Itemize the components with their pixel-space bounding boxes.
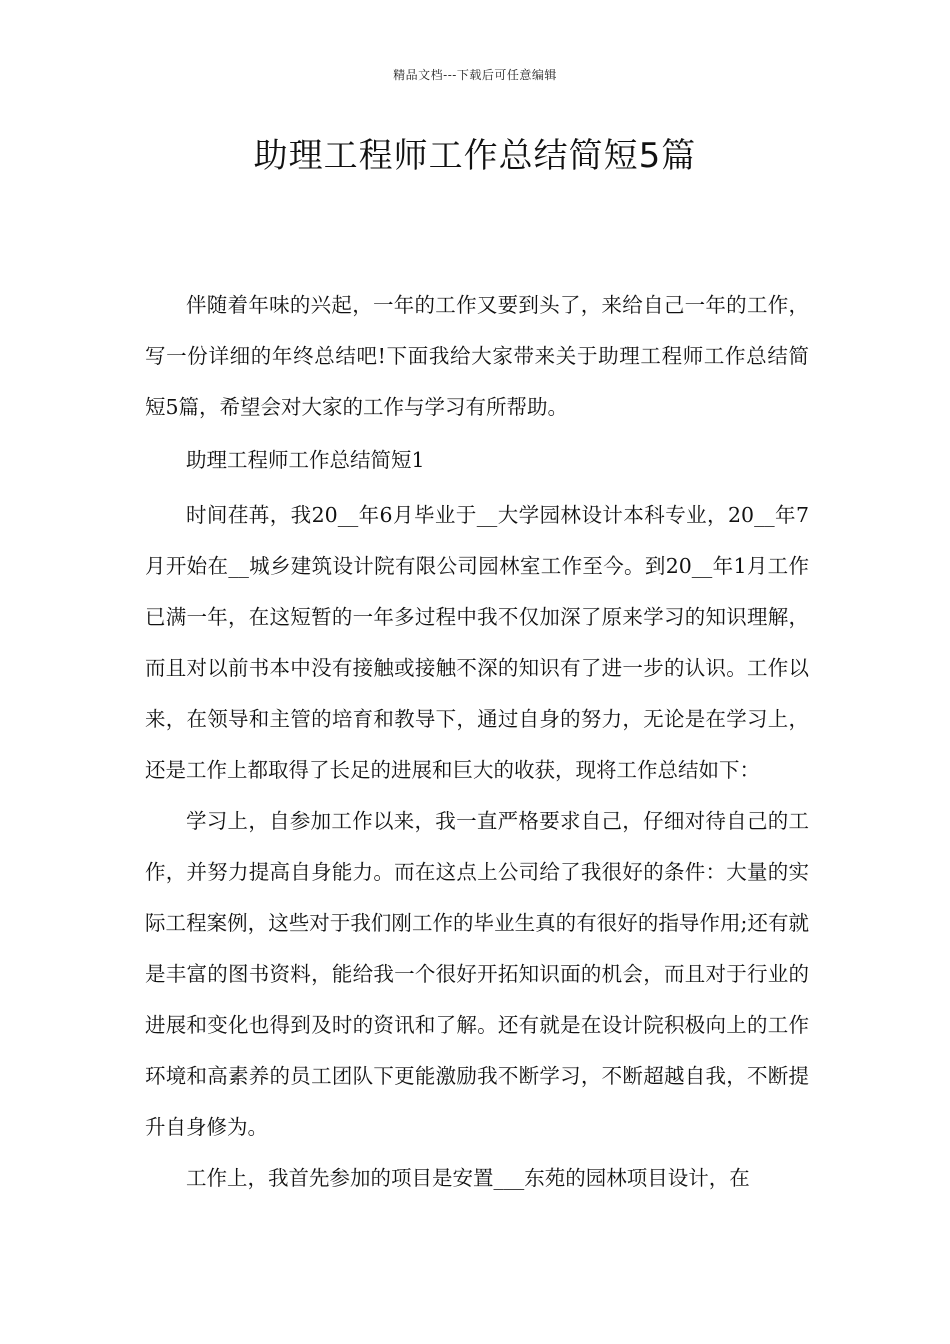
document-body (145, 280, 809, 1204)
body-paragraph-2: 学习上，自参加工作以来，我一直严格要求自己，仔细对待自己的工作，并努力提高自身能力。而在这点上公司给了我很好的条件：大量的实际工程案例，这些对于我们刚工作的毕业生真的有很好的指导作用;还有就是丰富的图书资料，能给我一个很好开拓知识面的机会，而且对于行业的进展和变化也得到及时的资讯和了解。还有就是在设计院积极向上的工作环境和高素养的员工团队下更能激励我不断学习，不断超越自我，不断提升自身修为。 (145, 809, 809, 1139)
document-title: 助理工程师工作总结简短5篇 (253, 136, 697, 176)
section-heading: 助理工程师工作总结简短1 (186, 448, 425, 472)
header-note: 精品文档---下载后可任意编辑 (393, 68, 557, 82)
body-paragraph-3: 工作上，我首先参加的项目是安置___东苑的园林项目设计，在 (186, 1166, 750, 1190)
intro-paragraph: 伴随着年味的兴起，一年的工作又要到头了，来给自己一年的工作，写一份详细的年终总结吧!下面我给大家带来关于助理工程师工作总结简短5篇，希望会对大家的工作与学习有所帮助。 (145, 293, 809, 419)
body-paragraph-1: 时间荏苒，我20__年6月毕业于__大学园林设计本科专业，20__年7月开始在__城乡建筑设计院有限公司园林室工作至今。到20__年1月工作已满一年，在这短暂的一年多过程中我不仅加深了原来学习的知识理解，而且对以前书本中没有接触或接触不深的知识有了进一步的认识。工作以来，在领导和主管的培育和教导下，通过自身的努力，无论是在学习上，还是工作上都取得了长足的进展和巨大的收获，现将工作总结如下： (145, 503, 809, 782)
